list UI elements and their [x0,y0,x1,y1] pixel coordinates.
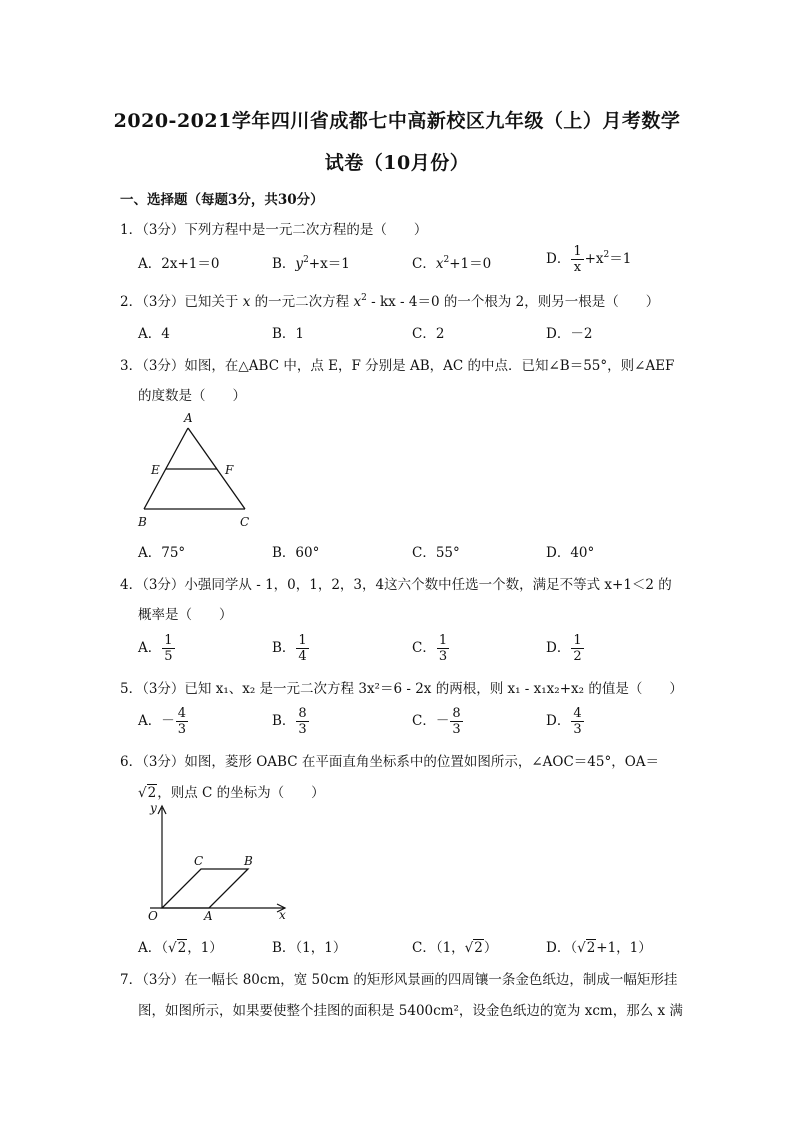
label-c: C [240,515,250,529]
question-2-option-c: C．2 [412,326,445,342]
question-3-option-b: B．60° [272,545,320,561]
label-x: x [279,908,286,922]
question-1-option-c: C．$x^2+1=0$ [412,255,492,272]
question-6-option-d: D．（√2+1，1） [546,940,652,956]
label-b: B [244,854,253,868]
label-a: A [204,909,213,923]
question-2-option-d: D．－2 [546,326,593,342]
question-2-option-a: A．4 [138,326,170,342]
question-2-option-b: B．1 [272,326,305,342]
rhombus-figure [140,796,300,926]
question-5-option-c: C．－ $\frac{8}{3}$ [412,706,461,737]
question-4-stem-line1: 4．（3分）小强同学从 - 1，0，1，2，3，4这六个数中任选一个数，满足不等式 x+1＜2 的 [120,577,672,593]
label-f: F [225,463,234,477]
question-5-stem: 5．（3分）已知 x₁、x₂ 是一元二次方程 3x²＝6 - 2x 的两根，则 x₁ - x₁x₂+x₂ 的值是（ ） [120,681,683,697]
exam-title-line2: 试卷（10月份） [324,152,470,174]
triangle-figure [130,408,260,533]
question-3-stem-line2: 的度数是（ ） [138,388,246,404]
question-6-option-b: B．（1，1） [272,940,347,956]
question-3-option-a: A．75° [138,545,186,561]
question-3-option-d: D．40° [546,545,595,561]
question-6-stem-line1: 6．（3分）如图，菱形 OABC 在平面直角坐标系中的位置如图所示，∠AOC＝45°，OA＝ [120,754,660,770]
question-1-option-a: A．2x+1＝0 [138,256,220,272]
question-4-option-b: B． $\frac{1}{4}$ [272,633,307,664]
label-o: O [148,909,158,923]
question-6-option-a: A．（√2，1） [138,940,223,956]
question-2-stem: 2．（3分）已知关于 x 的一元二次方程 $x^2$ - kx - 4＝0 的一个根为 2，则另一根是（ ） [120,293,660,310]
question-5-option-b: B． $\frac{8}{3}$ [272,706,307,737]
question-3-option-c: C．55° [412,545,460,561]
question-1-option-d: D． $\frac{1}{x}$ $+x^2=1$ [546,244,632,275]
rhombus-oabc [162,869,248,908]
question-5-option-d: D． $\frac{4}{3}$ [546,706,582,737]
section-heading: 一、选择题（每题3分，共30分） [120,192,324,208]
question-7-stem-line2: 图，如图所示，如果要使整个挂图的面积是 5400cm²，设金色纸边的宽为 xcm，那么 x 满 [138,1003,683,1019]
question-5-option-a: A．－ $\frac{4}{3}$ [138,706,187,737]
exam-title-line1: 2020-2021学年四川省成都七中高新校区九年级（上）月考数学 [113,110,681,132]
label-c: C [194,854,204,868]
question-1-stem: 1．（3分）下列方程中是一元二次方程的是（ ） [120,222,428,238]
question-4-stem-line2: 概率是（ ） [138,607,233,623]
question-1-option-b: B．$y^2+x=1$ [272,255,350,272]
question-4-option-d: D． $\frac{1}{2}$ [546,633,582,664]
label-a: A [184,411,193,425]
label-b: B [138,515,147,529]
label-y: y [150,801,157,815]
question-7-stem-line1: 7．（3分）在一幅长 80cm，宽 50cm 的矩形风景画的四周镶一条金色纸边，制成一幅矩形挂 [120,972,678,988]
question-4-option-a: A． $\frac{1}{5}$ [138,633,173,664]
label-e: E [151,463,160,477]
question-4-option-c: C． $\frac{1}{3}$ [412,633,448,664]
question-6-stem-line2: √2，则点 C 的坐标为（ ） [138,785,325,801]
question-6-option-c: C．（1，√2） [412,940,498,956]
question-3-stem-line1: 3．（3分）如图，在△ABC 中，点 E，F 分别是 AB，AC 的中点．已知∠B＝55°，则∠AEF [120,358,675,374]
